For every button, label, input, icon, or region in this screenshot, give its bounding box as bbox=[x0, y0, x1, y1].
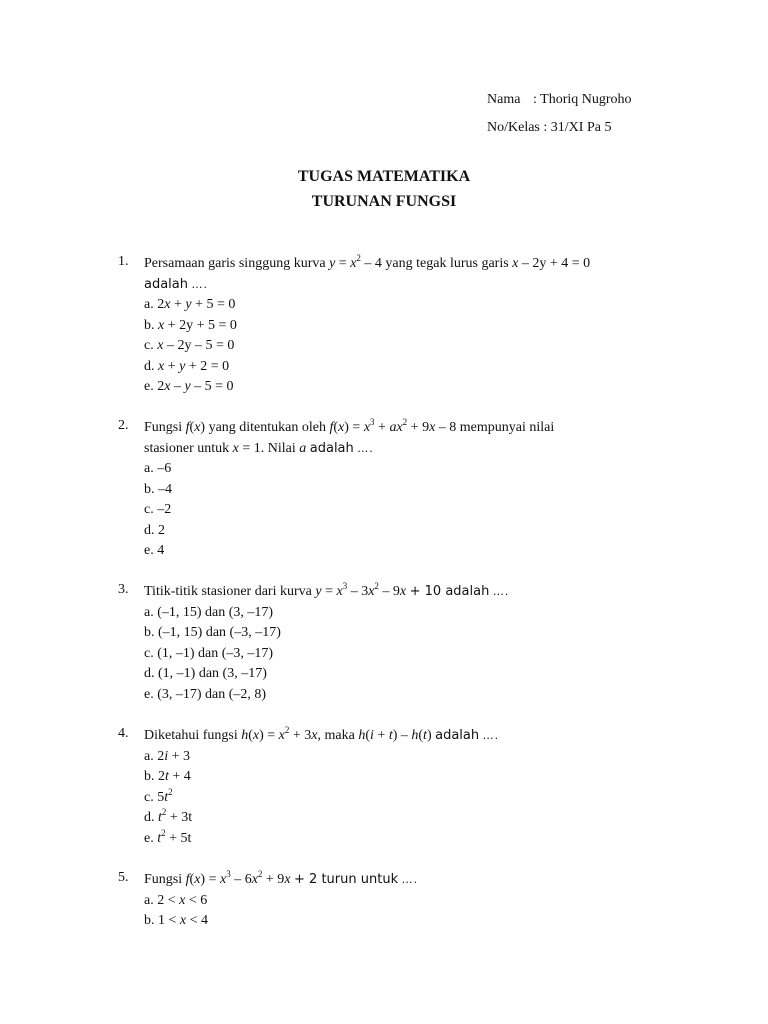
title-line-2: TURUNAN FUNGSI bbox=[311, 193, 457, 210]
option[interactable]: c. $5t^2$ bbox=[144, 786, 173, 805]
option[interactable]: d. x + y + 2 = 0 bbox=[144, 358, 230, 374]
option[interactable]: b. x + 2y + 5 = 0 bbox=[144, 317, 237, 333]
student-class-row bbox=[487, 118, 632, 146]
option[interactable]: a. 2 < x < 6 bbox=[144, 892, 208, 908]
option[interactable]: e. 2x – y – 5 = 0 bbox=[144, 379, 234, 394]
question-stem: Diketahui fungsi $h(x) = x^2 + 3x$, maka h(i + t) – h(t) adalah …. bbox=[144, 725, 500, 743]
question-stem: Fungsi $f(x) = x^3 - 6x^2 + 9x + 2$ turun untuk …. bbox=[144, 869, 419, 887]
question-number: 3. bbox=[118, 582, 129, 597]
option[interactable]: d. (1, –1) dan (3, –17) bbox=[144, 666, 267, 681]
student-info bbox=[487, 90, 632, 146]
name-value: : Thoriq Nugroho bbox=[533, 92, 632, 107]
title-line-1: TUGAS MATEMATIKA bbox=[297, 168, 471, 185]
option[interactable]: a. 2x + y + 5 = 0 bbox=[144, 297, 236, 312]
question-number: 2. bbox=[118, 418, 129, 433]
class-label: No/Kelas bbox=[487, 120, 540, 135]
option[interactable]: b. –4 bbox=[144, 481, 172, 497]
option[interactable]: a. (–1, 15) dan (3, –17) bbox=[144, 604, 274, 620]
option[interactable]: d. 2 bbox=[144, 522, 165, 538]
option[interactable]: e. $t^2 + 5t$ bbox=[144, 827, 192, 846]
option[interactable]: a. 2i + 3 bbox=[144, 748, 191, 764]
option[interactable]: e. (3, –17) dan (–2, 8) bbox=[144, 686, 267, 702]
option[interactable]: e. 4 bbox=[144, 543, 165, 558]
option[interactable]: b. 1 < x < 4 bbox=[144, 913, 209, 928]
class-value: : 31/XI Pa 5 bbox=[543, 120, 612, 135]
name-label: Nama bbox=[487, 92, 521, 107]
question-number: 4. bbox=[118, 726, 129, 741]
question-number: 1. bbox=[118, 254, 129, 269]
option[interactable]: a. –6 bbox=[144, 461, 172, 476]
option[interactable]: d. $t^2 + 3t$ bbox=[144, 807, 193, 825]
option[interactable]: c. –2 bbox=[144, 502, 172, 517]
option[interactable]: b. (–1, 15) dan (–3, –17) bbox=[144, 625, 281, 640]
question-stem: Fungsi f(x) yang ditentukan oleh $f(x) = x^3 + ax^2 + 9x - 8$ mempunyai nilai bbox=[144, 417, 555, 435]
question-stem: Persamaan garis singgung kurva $y = x^2 - 4$ yang tegak lurus garis x – 2y + 4 = 0 bbox=[144, 253, 591, 271]
option[interactable]: c. x – 2y – 5 = 0 bbox=[144, 338, 235, 353]
question-number: 5. bbox=[118, 870, 129, 885]
document-page: Nama : Thoriq Nugroho No/Kelas : 31/XI Pa 5 TUGAS MATEMATIKA TURUNAN FUNGSI 1. Persamaan garis singgung kurva $y = x^2 - 4$ yang tegak lurus garis x – 2y + 4 = 0 adalah …. a. 2x + y + 5 = 0 b. x + 2y + 5 = 0 c. x – 2y – 5 = 0 d. x + y + 2 = 0 e. 2x – y – 5 = 0 2. Fungsi f(x) yang ditentukan oleh $f(x) = x^3 + ax^2 + 9x - 8$ mempunyai nilai stasioner untuk x = 1. Nilai a adalah …. a. –6 b. –4 c. –2 d. 2 e. 4 3. Titik-titik stasioner dari kurva $y = x^3 - 3x^2 - 9x + 10$ adalah …. a. (–1, 15) dan (3, –17) b. (–1, 15) dan (–3, –17) c. (1, –1) dan (–3, –17) d. (1, –1) dan (3, –17) e. (3, –17) dan (–2, 8) 4. Diketahui fungsi $h(x) = x^2 + 3x$, maka h(i + t) – h(t) adalah …. a. 2i + 3 b. 2t + 4 c. $5t^2$ d. $t^2 + 3t$ e. $t^2 + 5t$ 5. Fungsi $f(x) = x^3 - 6x^2 + 9x + 2$ turun untuk …. a. 2 < x < 6 b. 1 < x < 4 bbox=[0, 0, 768, 1024]
document-title bbox=[0, 164, 768, 214]
option[interactable]: c. (1, –1) dan (–3, –17) bbox=[144, 645, 274, 661]
option[interactable]: b. 2t + 4 bbox=[144, 769, 191, 784]
question-stem: Titik-titik stasioner dari kurva $y = x^3 - 3x^2 - 9x + 10$ adalah …. bbox=[144, 581, 510, 599]
student-name-row bbox=[487, 90, 632, 118]
